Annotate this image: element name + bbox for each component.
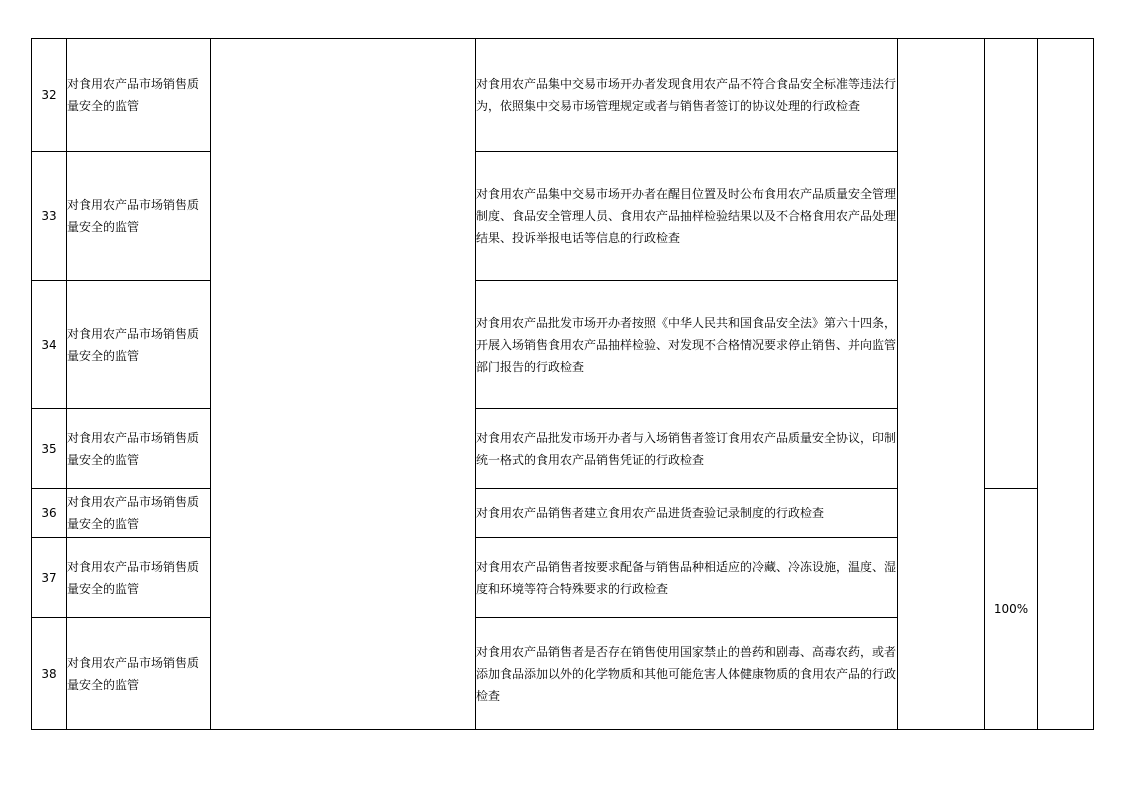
- row-number: 37: [32, 538, 67, 618]
- inspection-item: 对食用农产品集中交易市场开办者在醒目位置及时公布食用农产品质量安全管理制度、食品安全管理人员、食用农产品抽样检验结果以及不合格食用农产品处理结果、投诉举报电话等信息的行政检查: [476, 152, 898, 281]
- table-row: [32, 39, 1094, 152]
- supervision-name: 对食用农产品市场销售质量安全的监管: [67, 281, 211, 409]
- row-number: 35: [32, 409, 67, 489]
- row-number: 34: [32, 281, 67, 409]
- blank-column-cell: [1038, 39, 1094, 730]
- supervision-name: 对食用农产品市场销售质量安全的监管: [67, 618, 211, 730]
- supervision-name: 对食用农产品市场销售质量安全的监管: [67, 39, 211, 152]
- inspection-item: 对食用农产品批发市场开办者与入场销售者签订食用农产品质量安全协议，印制统一格式的食用农产品销售凭证的行政检查: [476, 409, 898, 489]
- inspection-table: [31, 38, 1094, 730]
- blank-column-cell: [898, 39, 985, 730]
- row-number: 32: [32, 39, 67, 152]
- row-number: 38: [32, 618, 67, 730]
- inspection-item: 对食用农产品集中交易市场开办者发现食用农产品不符合食品安全标准等违法行为，依照集中交易市场管理规定或者与销售者签订的协议处理的行政检查: [476, 39, 898, 152]
- row-number: 33: [32, 152, 67, 281]
- supervision-name: 对食用农产品市场销售质量安全的监管: [67, 152, 211, 281]
- supervision-name: 对食用农产品市场销售质量安全的监管: [67, 409, 211, 489]
- inspection-item: 对食用农产品批发市场开办者按照《中华人民共和国食品安全法》第六十四条，开展入场销售食用农产品抽样检验、对发现不合格情况要求停止销售、并向监管部门报告的行政检查: [476, 281, 898, 409]
- supervision-name: 对食用农产品市场销售质量安全的监管: [67, 489, 211, 538]
- row-number: 36: [32, 489, 67, 538]
- inspection-item: 对食用农产品销售者按要求配备与销售品种相适应的冷藏、冷冻设施，温度、湿度和环境等符合特殊要求的行政检查: [476, 538, 898, 618]
- blank-column-cell: [985, 39, 1038, 489]
- inspection-item: 对食用农产品销售者建立食用农产品进货查验记录制度的行政检查: [476, 489, 898, 538]
- inspection-item: 对食用农产品销售者是否存在销售使用国家禁止的兽药和剧毒、高毒农药，或者添加食品添加以外的化学物质和其他可能危害人体健康物质的食用农产品的行政检查: [476, 618, 898, 730]
- blank-column-cell: [211, 39, 476, 730]
- supervision-name: 对食用农产品市场销售质量安全的监管: [67, 538, 211, 618]
- percentage-cell: 100%: [985, 489, 1038, 730]
